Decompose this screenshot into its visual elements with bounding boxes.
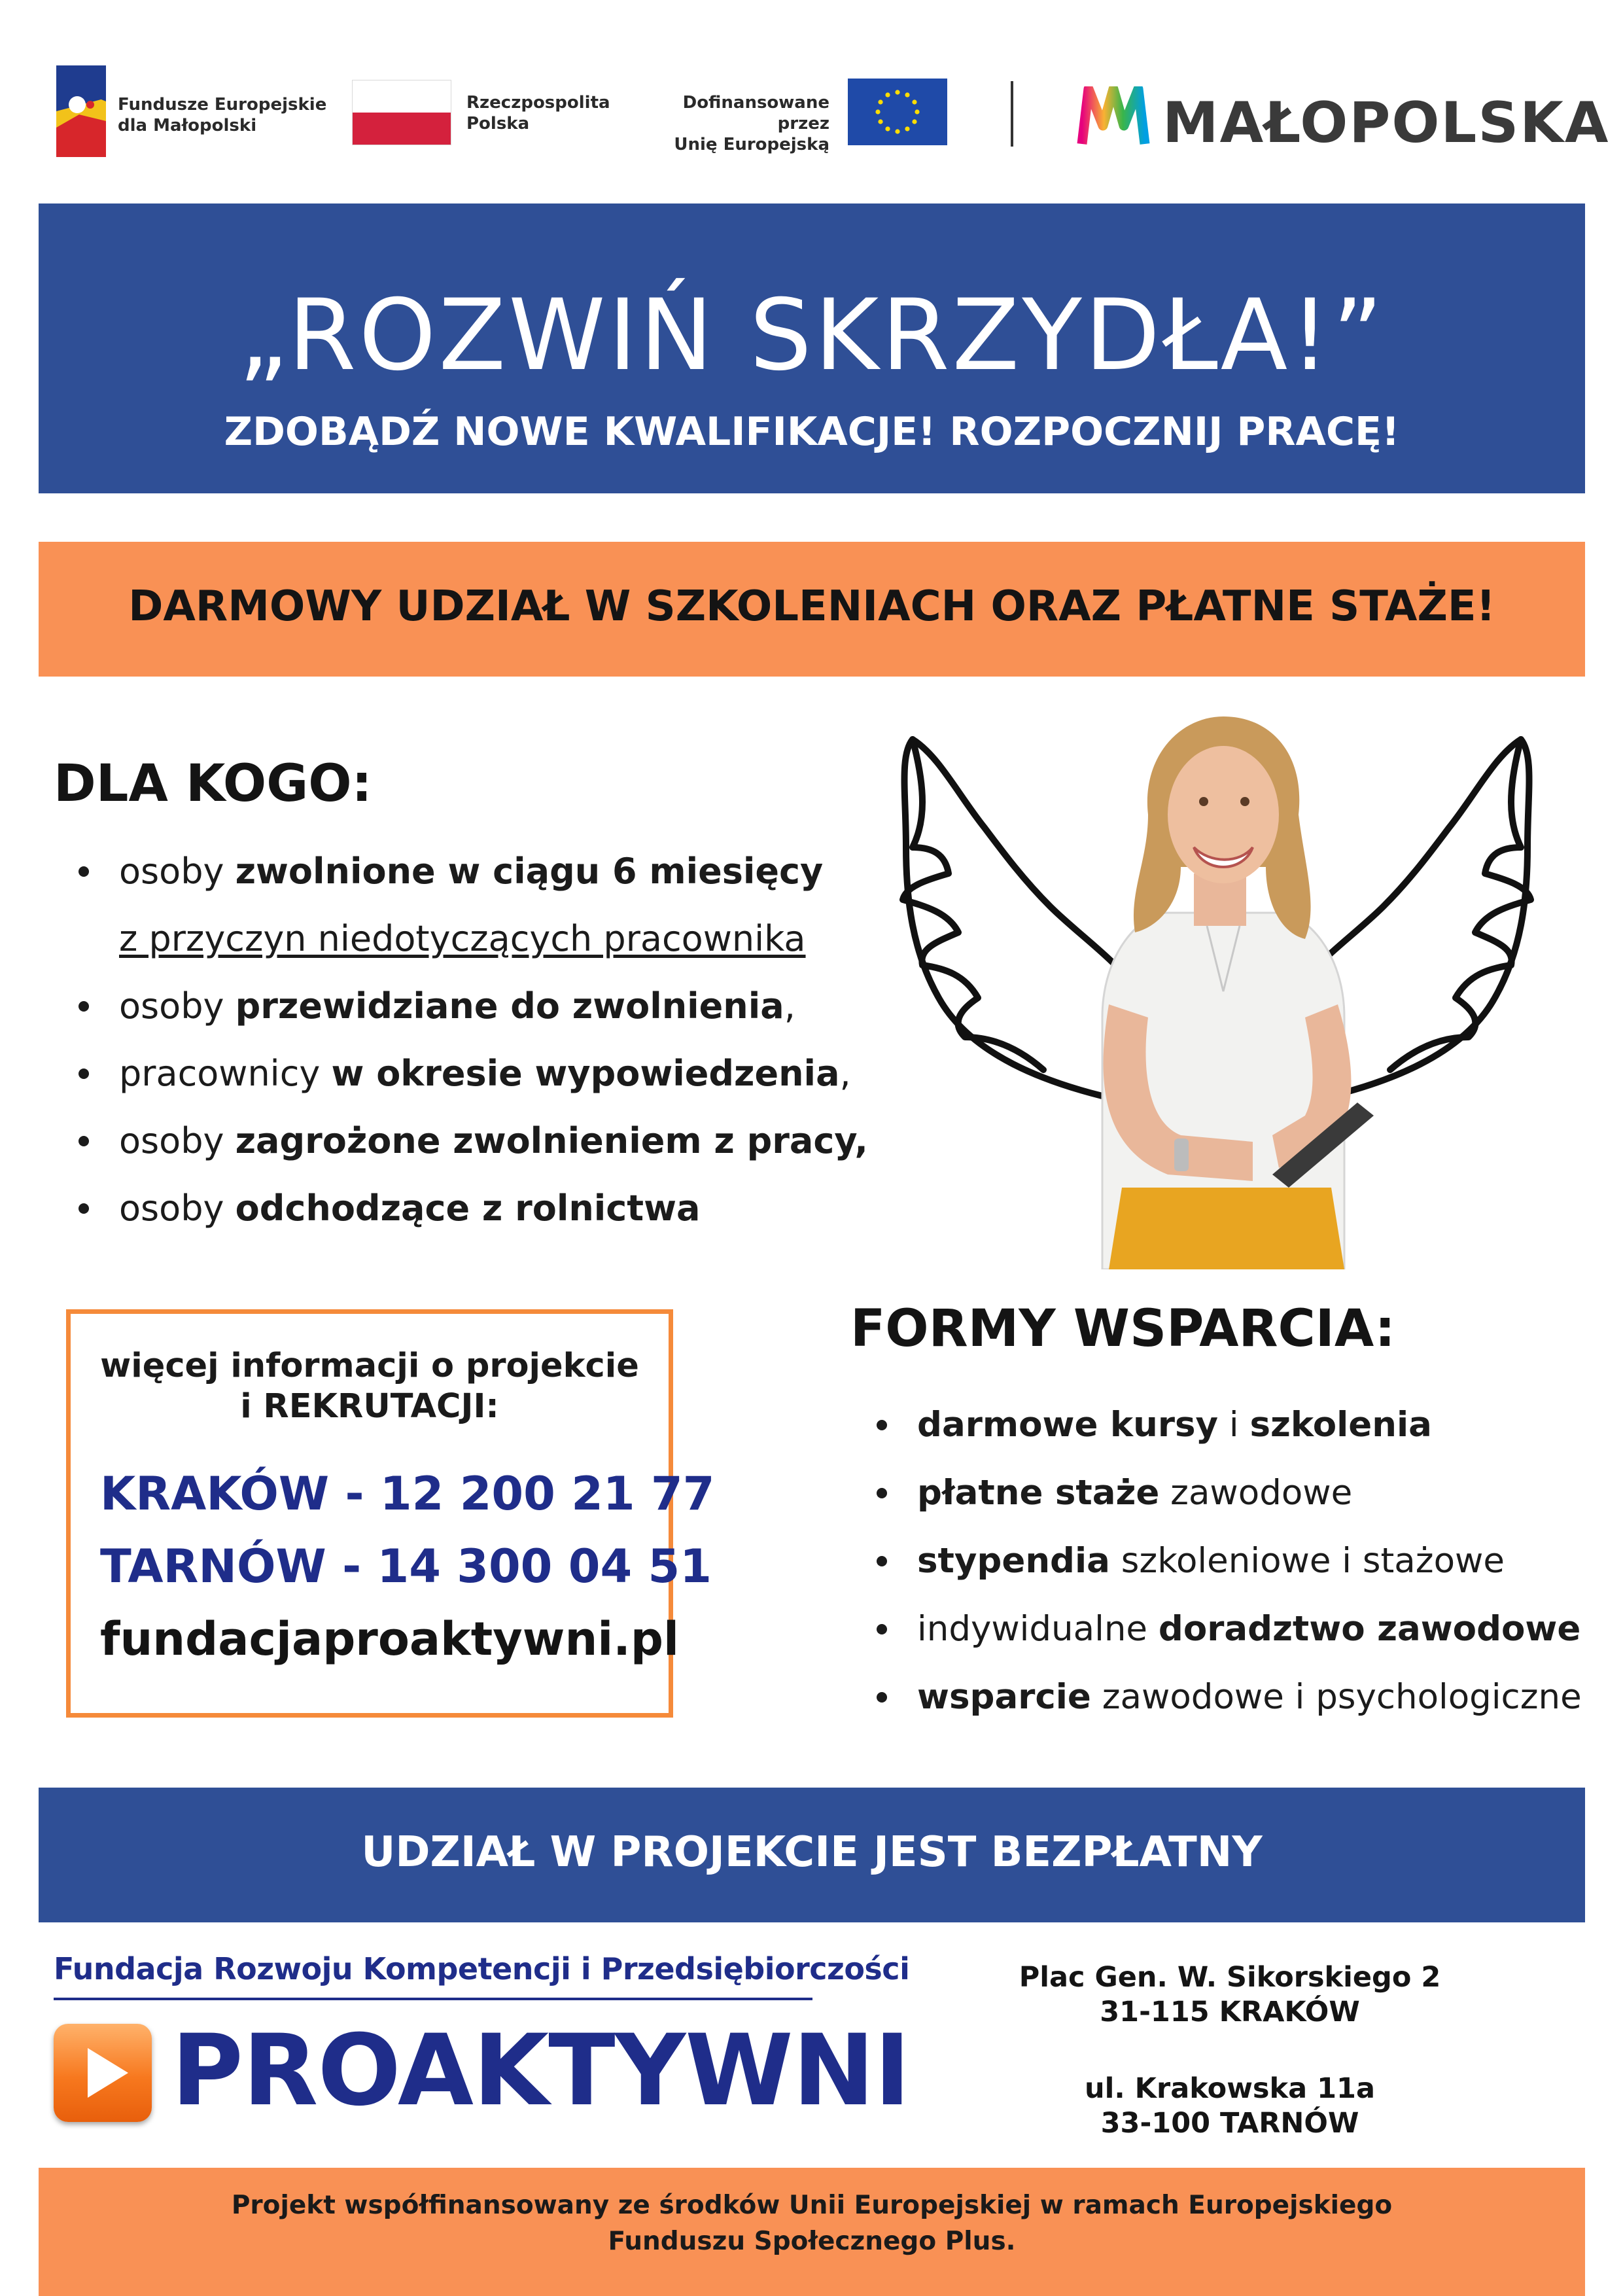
item-text: zawodowe bbox=[1159, 1473, 1353, 1513]
list-item bbox=[877, 1527, 1582, 1595]
woman-with-wings-illustration bbox=[886, 716, 1547, 1269]
offer-banner-text: DARMOWY UDZIAŁ W SZKOLENIACH ORAZ PŁATNE STAŻE! bbox=[128, 582, 1495, 631]
page-subtitle: ZDOBĄDŹ NOWE KWALIFIKACJE! ROZPOCZNIJ PRACĘ! bbox=[224, 409, 1400, 455]
bullet bbox=[79, 1203, 89, 1214]
bullet bbox=[79, 1136, 89, 1146]
left-wing-icon bbox=[903, 739, 1115, 1096]
list-item bbox=[877, 1663, 1582, 1731]
support-heading: FORMY WSPARCIA: bbox=[850, 1299, 1395, 1358]
list-item bbox=[79, 905, 868, 972]
foundation-name: Fundacja Rozwoju Kompetencji i Przedsiębiorczości bbox=[54, 1951, 910, 1987]
target-heading: DLA KOGO: bbox=[54, 754, 372, 813]
addr1-line2: 31-115 KRAKÓW bbox=[1100, 1996, 1360, 2028]
bullet bbox=[877, 1624, 887, 1634]
malopolska-m-icon bbox=[1077, 86, 1150, 145]
contact-info-box bbox=[66, 1309, 715, 1718]
bullet bbox=[79, 866, 89, 877]
bullet bbox=[79, 1001, 89, 1012]
fundusze-europejskie-text bbox=[118, 94, 326, 136]
eu-star-icon bbox=[875, 109, 880, 114]
website-link[interactable]: fundacjaproaktywni.pl bbox=[100, 1612, 679, 1666]
list-item bbox=[79, 972, 868, 1040]
eu-star-icon bbox=[912, 119, 916, 124]
list-item bbox=[79, 1107, 868, 1174]
free-participation-banner bbox=[39, 1788, 1585, 1922]
item-suffix: , bbox=[839, 1053, 851, 1094]
phone-krakow[interactable]: KRAKÓW - 12 200 21 77 bbox=[100, 1467, 715, 1521]
polish-flag bbox=[352, 80, 451, 145]
eu-star-icon bbox=[915, 109, 919, 114]
item-text: i bbox=[1218, 1405, 1250, 1445]
eu-star-icon bbox=[878, 119, 882, 124]
item-text: osoby bbox=[119, 851, 236, 892]
addr2-line1: ul. Krakowska 11a bbox=[1085, 2072, 1375, 2105]
eu-line1: Dofinansowane przez bbox=[682, 93, 829, 133]
address-tarnow bbox=[968, 2072, 1492, 2141]
eu-funding-text bbox=[633, 92, 829, 155]
eu-star-icon bbox=[912, 99, 916, 104]
item-bold: szkolenia bbox=[1249, 1405, 1432, 1445]
item-text: szkoleniowe i stażowe bbox=[1109, 1541, 1505, 1581]
bullet bbox=[877, 1692, 887, 1703]
bullet bbox=[79, 1069, 89, 1079]
proaktywni-brand: PROAKTYWNI bbox=[171, 2014, 910, 2128]
eu-line2: Unię Europejską bbox=[674, 135, 829, 154]
list-item bbox=[877, 1391, 1582, 1459]
offer-banner bbox=[39, 542, 1585, 677]
list-item bbox=[79, 1174, 868, 1242]
item-bold: odchodzące z rolnictwa bbox=[235, 1188, 701, 1229]
item-text: osoby bbox=[119, 985, 236, 1027]
item-text: indywidualne bbox=[917, 1609, 1159, 1649]
bullet bbox=[877, 1420, 887, 1430]
fe-line1: Fundusze Europejskie bbox=[118, 95, 327, 115]
yellow-trousers bbox=[1109, 1188, 1344, 1269]
header-banner bbox=[39, 203, 1585, 493]
eu-star-icon bbox=[895, 90, 899, 94]
item-text: pracownicy bbox=[119, 1053, 332, 1094]
list-item bbox=[79, 1040, 868, 1107]
item-bold: płatne staże bbox=[917, 1473, 1160, 1513]
right-wing-icon bbox=[1318, 739, 1531, 1096]
funding-line1: Projekt współfinansowany ze środków Unii Europejskiej w ramach Europejskiego bbox=[231, 2191, 1393, 2220]
fe-line2: dla Małopolski bbox=[118, 116, 257, 135]
foundation-underline bbox=[54, 1998, 812, 2000]
eu-star-icon bbox=[878, 99, 882, 104]
fundusze-europejskie-logo bbox=[56, 65, 106, 157]
address-krakow bbox=[968, 1960, 1492, 2030]
eu-star-icon bbox=[895, 129, 899, 133]
eu-star-icon bbox=[905, 126, 909, 131]
phone-tarnow[interactable]: TARNÓW - 14 300 04 51 bbox=[100, 1540, 712, 1593]
item-bold: zagrożone zwolnieniem z pracy, bbox=[235, 1120, 868, 1161]
eu-star-icon bbox=[905, 92, 909, 97]
rp-line2: Polska bbox=[466, 114, 530, 133]
info-lead-1: więcej informacji o projekcie bbox=[100, 1347, 639, 1385]
item-bold: wsparcie bbox=[917, 1677, 1091, 1717]
item-bold: zwolnione w ciągu 6 miesięcy bbox=[235, 851, 824, 892]
item-bold: darmowe kursy bbox=[917, 1405, 1219, 1445]
eye-right bbox=[1240, 797, 1249, 806]
eye-left bbox=[1199, 797, 1208, 806]
item-bold: doradztwo zawodowe bbox=[1158, 1609, 1581, 1649]
list-item bbox=[877, 1595, 1582, 1663]
play-icon bbox=[54, 2024, 152, 2122]
eu-star-icon bbox=[885, 126, 890, 131]
logo-divider bbox=[1011, 81, 1013, 147]
item-suffix: , bbox=[784, 985, 795, 1027]
list-item bbox=[877, 1459, 1582, 1527]
bullet bbox=[877, 1556, 887, 1566]
funding-line2: Funduszu Społecznego Plus. bbox=[608, 2227, 1016, 2256]
item-text: osoby bbox=[119, 1120, 236, 1161]
free-banner-text: UDZIAŁ W PROJEKCIE JEST BEZPŁATNY bbox=[361, 1828, 1263, 1877]
malopolska-text: MAŁOPOLSKA bbox=[1162, 90, 1610, 156]
eu-star-icon bbox=[885, 92, 890, 97]
list-item bbox=[79, 838, 868, 905]
addr1-line1: Plac Gen. W. Sikorskiego 2 bbox=[1019, 1961, 1441, 1994]
eu-flag-icon bbox=[848, 79, 947, 145]
item-bold: stypendia bbox=[917, 1541, 1110, 1581]
item-text: osoby bbox=[119, 1188, 236, 1229]
funding-footer bbox=[39, 2168, 1585, 2296]
rzeczpospolita-text bbox=[466, 92, 610, 134]
item-bold: przewidziane do zwolnienia bbox=[235, 985, 784, 1027]
item-underlined: z przyczyn niedotyczących pracownika bbox=[119, 918, 806, 959]
target-list bbox=[79, 838, 868, 1242]
info-lead-2: i REKRUTACJI: bbox=[240, 1387, 499, 1426]
bullet bbox=[877, 1488, 887, 1498]
watch-icon bbox=[1174, 1139, 1189, 1171]
page-title: „ROZWIŃ SKRZYDŁA!” bbox=[237, 279, 1386, 393]
addr2-line2: 33-100 TARNÓW bbox=[1100, 2107, 1359, 2140]
item-text: zawodowe i psychologiczne bbox=[1091, 1677, 1582, 1717]
item-bold: w okresie wypowiedzenia bbox=[331, 1053, 840, 1094]
rp-line1: Rzeczpospolita bbox=[466, 93, 610, 113]
support-list bbox=[877, 1391, 1582, 1731]
